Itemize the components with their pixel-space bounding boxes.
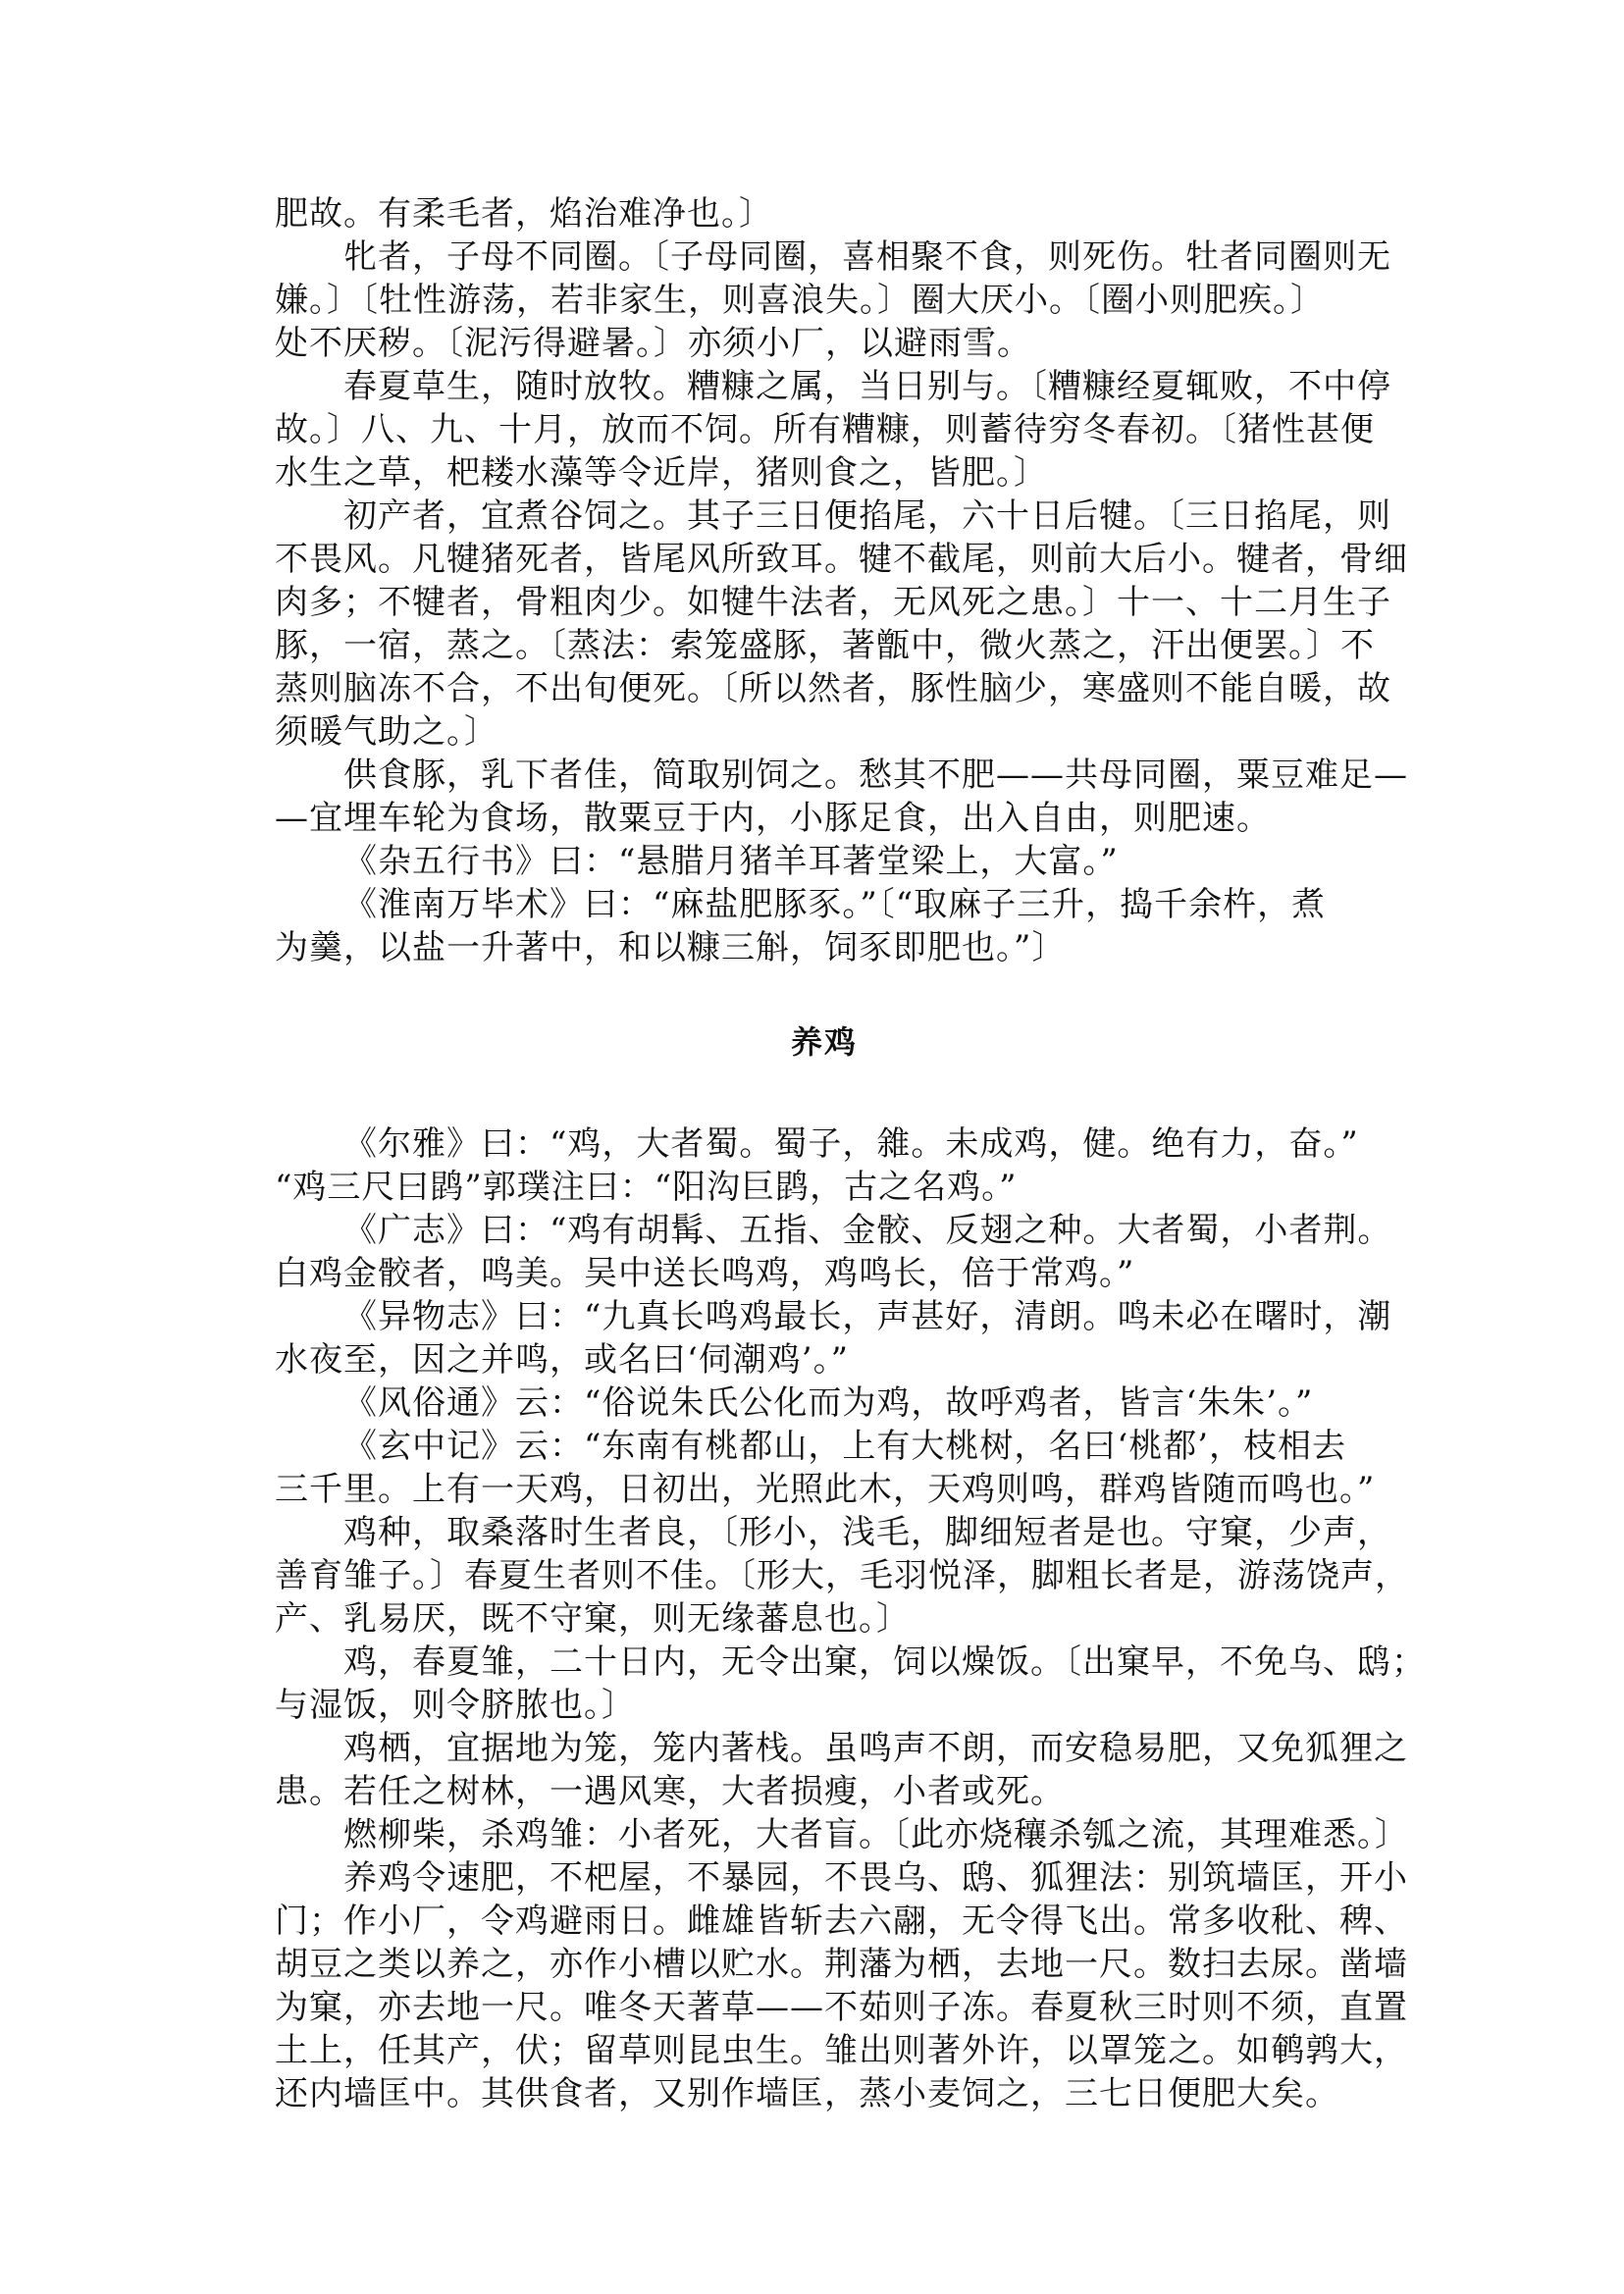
- text-line: 不畏风。凡犍猪死者，皆尾风所致耳。犍不截尾，则前大后小。犍者，骨细: [275, 540, 1408, 579]
- text-line: 善育雏子。〕春夏生者则不佳。〔形大，毛羽悦泽，脚粗长者是，游荡饶声，: [275, 1556, 1409, 1595]
- text-line: 水夜至，因之并鸣，或名曰‘伺潮鸡’。”: [275, 1340, 849, 1380]
- text-line: 蒸则脑冻不合，不出旬便死。〔所以然者，豚性脑少，寒盛则不能自暖，故: [275, 669, 1391, 708]
- text-line: 处不厌秽。〔泥污得避暑。〕亦须小厂，以避雨雪。: [275, 324, 1031, 363]
- text-line: 豚，一宿，蒸之。〔蒸法：索笼盛豚，著甑中，微火蒸之，汗出便罢。〕不: [275, 626, 1375, 665]
- text-line: 《异物志》曰：“九真长鸣鸡最长，声甚好，清朗。鸣未必在曙时，潮: [343, 1297, 1392, 1336]
- chicken-raising-section-text: [275, 1122, 1426, 2115]
- text-line: 为窠，亦去地一尺。唯冬天著草——不茹则子冻。春夏秋三时则不须，直置: [275, 1988, 1408, 2027]
- text-line: 养鸡令速肥，不杷屋，不暴园，不畏乌、鸱、狐狸法：别筑墙匡，开小: [343, 1858, 1408, 1898]
- text-line: 牝者，子母不同圈。〔子母同圈，喜相聚不食，则死伤。牡者同圈则无: [343, 237, 1391, 277]
- text-line: 初产者，宜煮谷饲之。其子三日便掐尾，六十日后犍。〔三日掐尾，则: [343, 496, 1391, 536]
- text-line: 须暖气助之。〕: [275, 712, 498, 752]
- text-line: 肥故。有柔毛者，焰治难净也。〕: [275, 194, 773, 234]
- text-line: 与湿饭，则令脐脓也。〕: [275, 1686, 636, 1725]
- section-title-raising-chickens: 养鸡: [790, 1023, 858, 1061]
- text-line: 胡豆之类以养之，亦作小槽以贮水。荆藩为栖，去地一尺。数扫去尿。凿墙: [275, 1945, 1408, 1984]
- text-line: 《杂五行书》曰：“悬腊月猪羊耳著堂梁上，大富。”: [343, 842, 1119, 881]
- pig-raising-section-text: [275, 192, 1408, 969]
- text-line: 门；作小厂，令鸡避雨日。雌雄皆斩去六翮，无令得飞出。常多收秕、稗、: [275, 1902, 1408, 1941]
- text-line: 三千里。上有一天鸡，日初出，光照此木，天鸡则鸣，群鸡皆随而鸣也。”: [275, 1470, 1376, 1509]
- text-line: 故。〕八、九、十月，放而不饲。所有糟糠，则蓄待穷冬春初。〔猪性甚便: [275, 410, 1375, 449]
- document-page: [275, 192, 1426, 2115]
- text-line: —宜埋车轮为食场，散粟豆于内，小豚足食，出入自由，则肥速。: [275, 799, 1271, 838]
- text-line: 燃柳柴，杀鸡雏：小者死，大者盲。〔此亦烧穰杀瓠之流，其理难悉。〕: [343, 1815, 1409, 1854]
- text-line: 鸡种，取桑落时生者良，〔形小，浅毛，脚细短者是也。守窠，少声，: [343, 1513, 1391, 1552]
- text-line: 土上，任其产，伏；留草则昆虫生。雏出则著外许，以罩笼之。如鹌鹑大，: [275, 2031, 1408, 2070]
- text-line: 还内墙匡中。其供食者，又别作墙匡，蒸小麦饲之，三七日便肥大矣。: [275, 2074, 1339, 2113]
- text-line: 《玄中记》云：“东南有桃都山，上有大桃树，名曰‘桃都’，枝相去: [343, 1427, 1346, 1466]
- text-line: “鸡三尺曰鹍”郭璞注曰：“阳沟巨鹍，古之名鸡。”: [275, 1168, 1018, 1207]
- text-line: 《淮南万毕术》曰：“麻盐肥豚豕。”〔“取麻子三升，捣千余杵，煮: [343, 885, 1327, 924]
- text-line: 《广志》曰：“鸡有胡髯、五指、金骹、反翅之种。大者蜀，小者荆。: [343, 1211, 1392, 1250]
- text-line: 嫌。〕〔牡性游荡，若非家生，则喜浪失。〕圈大厌小。〔圈小则肥疾。〕: [275, 281, 1325, 320]
- text-line: 供食豚，乳下者佳，简取别饲之。愁其不肥——共母同圈，粟豆难足—: [343, 756, 1408, 795]
- text-line: 水生之草，杷耧水藻等令近岸，猪则食之，皆肥。〕: [275, 453, 1048, 493]
- text-line: 鸡栖，宜据地为笼，笼内著栈。虽鸣声不朗，而安稳易肥，又免狐狸之: [343, 1729, 1408, 1768]
- text-line: 春夏草生，随时放牧。糟糠之属，当日别与。〔糟糠经夏辄败，不中停: [343, 367, 1391, 406]
- text-line: 《尔雅》曰：“鸡，大者蜀。蜀子，雓。未成鸡，健。绝有力，奋。”: [343, 1124, 1359, 1164]
- text-line: 白鸡金骹者，鸣美。吴中送长鸣鸡，鸡鸣长，倍于常鸡。”: [275, 1254, 1135, 1293]
- text-line: 肉多；不犍者，骨粗肉少。如犍牛法者，无风死之患。〕十一、十二月生子: [275, 583, 1391, 622]
- text-line: 患。若任之树林，一遇风寒，大者损瘦，小者或死。: [275, 1772, 1065, 1811]
- text-line: 产、乳易厌，既不守窠，则无缘蕃息也。〕: [275, 1599, 911, 1639]
- text-line: 鸡，春夏雏，二十日内，无令出窠，饲以燥饭。〔出窠早，不免乌、鸱；: [343, 1642, 1426, 1682]
- text-line: 《风俗通》云：“俗说朱氏公化而为鸡，故呼鸡者，皆言‘朱朱’。”: [343, 1383, 1314, 1423]
- text-line: 为羹，以盐一升著中，和以糠三斛，饲豕即肥也。”〕: [275, 928, 1067, 967]
